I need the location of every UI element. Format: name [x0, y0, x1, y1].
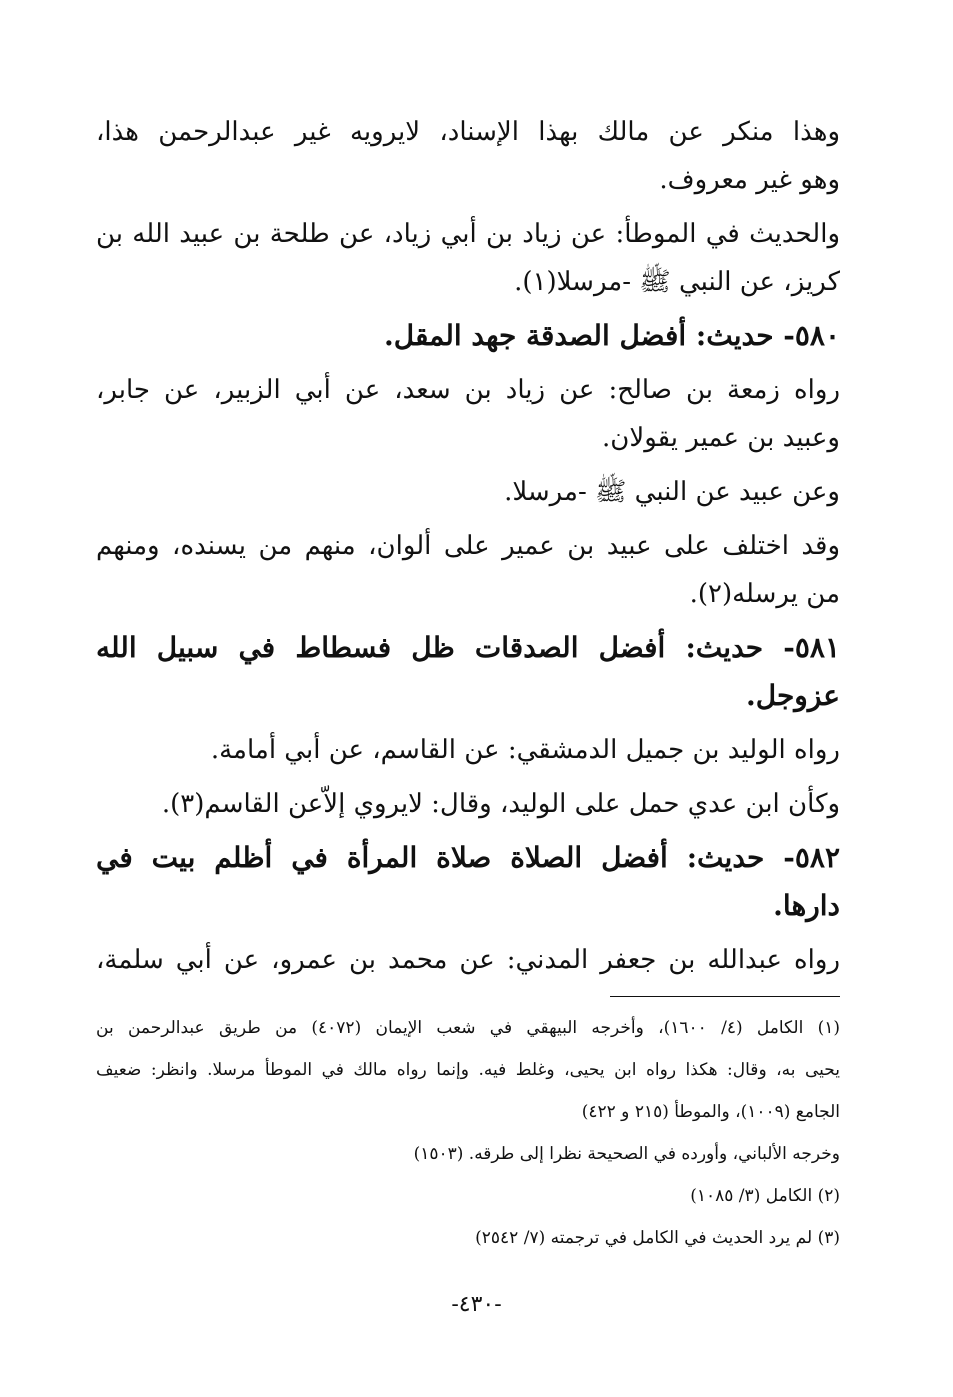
text-line: وهو غير معروف. — [659, 165, 840, 195]
text-line: وعن عبيد عن النبي ﷺ -مرسلا. — [504, 477, 840, 507]
text-line: وعبيد بن عمير يقولان. — [602, 423, 840, 453]
footnote-line: الجامع (١٠٠٩)، والموطأ (٢١٥ و ٤٢٢) — [581, 1102, 840, 1122]
hadith-heading-580 — [96, 316, 840, 356]
hadith-text: أفضل الصدقات ظل فسطاط في سبيل الله — [96, 631, 666, 664]
text-line: وكأن ابن عدي حمل على الوليد، وقال: لايروي إلاّعن القاسم(٣). — [161, 789, 840, 819]
footnote-line: وخرجه الألباني، وأورده في الصحيحة نظرا إلى طرقه. (١٥٠٣) — [413, 1144, 840, 1164]
hadith-number: ٥٨١- حديث: — [685, 631, 841, 664]
hadith-text-continued: عزوجل. — [746, 679, 840, 712]
hadith-text-continued: دارها. — [773, 889, 840, 922]
footnote-line: (١) الكامل (٤/ ١٦٠٠)، وأخرجه البيهقي في شعب الإيمان (٤٠٧٢) من طريق عبدالرحمن بن — [96, 1018, 841, 1038]
hadith-heading-582 — [96, 838, 840, 878]
hadith-number: ٥٨٢- حديث: — [686, 841, 840, 874]
text-line: كريز، عن النبي ﷺ -مرسلا(١). — [514, 267, 840, 297]
hadith-heading-581 — [96, 628, 840, 668]
page-number: -٤٣٠- — [451, 1292, 502, 1317]
text-line: رواه عبدالله بن جعفر المدني: عن محمد بن عمرو، عن أبي سلمة، — [96, 945, 840, 975]
hadith-text: أفضل الصدقة جهد المقل. — [384, 319, 687, 352]
footnote-line: يحيى به، وقال: هكذا رواه ابن يحيى، وغلط فيه. وإنما رواه مالك في الموطأ مرسلا. وانظر: ضعيف — [96, 1060, 840, 1080]
text-line: من يرسله(٢). — [689, 579, 840, 609]
text-line: رواه زمعة بن صالح: عن زياد بن سعد، عن أبي الزبير، عن جابر، — [96, 375, 840, 405]
text-line: وقد اختلف على عبيد بن عمير على ألوان، منهم من يسنده، ومنهم — [96, 531, 840, 561]
text-line: وهذا منكر عن مالك بهذا الإسناد، لايرويه غير عبدالرحمن هذا، — [96, 117, 840, 147]
text-line: رواه الوليد بن جميل الدمشقي: عن القاسم، عن أبي أمامة. — [210, 735, 840, 765]
footnote-separator — [610, 996, 840, 997]
footnote-3: (٣) لم يرد الحديث في الكامل في ترجمته (٧/ ٢٥٤٢) — [475, 1228, 840, 1248]
hadith-number: ٥٨٠- حديث: — [695, 319, 840, 352]
text-line: والحديث في الموطأ: عن زياد بن أبي زياد، عن طلحة بن عبيد الله بن — [96, 219, 840, 249]
hadith-text: أفضل الصلاة صلاة المرأة في أظلم بيت في — [96, 841, 668, 874]
footnote-2: (٢) الكامل (٣/ ١٠٨٥) — [690, 1186, 840, 1206]
